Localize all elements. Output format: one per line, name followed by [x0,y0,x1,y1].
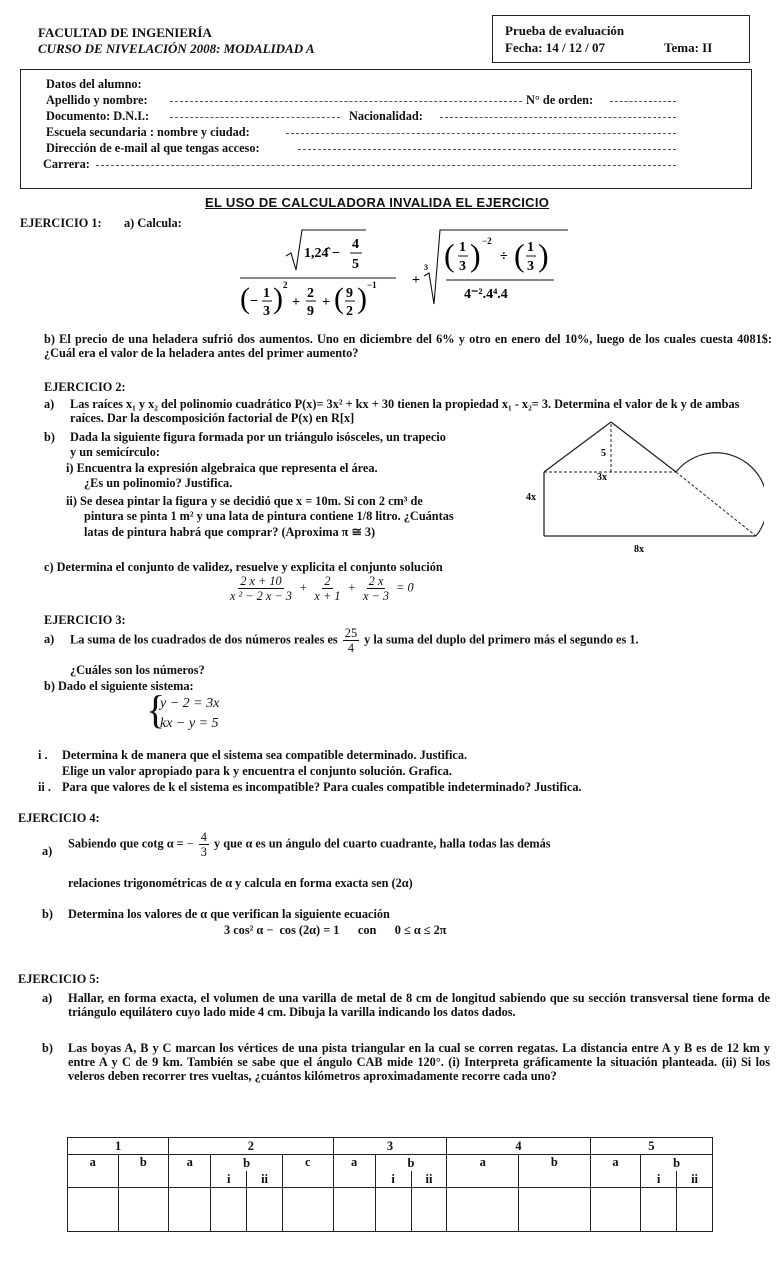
c-den3: x − 3 [362,589,390,603]
c-equals: = 0 [396,580,414,595]
ex3-a-question: ¿Cuáles son los números? [70,663,205,677]
ex1-minus: − [250,294,258,309]
score-cell[interactable] [247,1188,283,1232]
fig-label-4x: 4x [526,492,536,503]
ex4-b-equation: 3 cos² α − cos (2α) = 1 con 0 ≤ α ≤ 2π [224,923,447,937]
ex4-title: EJERCICIO 4: [18,811,100,825]
ex1-b-text: b) El precio de una heladera sufrió dos aumentos. Uno en diciembre del 6% y otro en enero del 10%, luego de los cuales cuesta 4081$: ¿Cuál era el valor de la heladera antes del primer aumento? [44,332,772,360]
ex1-exp-m1: −1 [367,280,377,290]
ex2-b-label: b) [44,430,55,444]
ex3-system: { y − 2 = 3x kx − y = 5 [146,687,220,732]
ex4-a-text1: Sabiendo que cotg α = [68,836,184,851]
grade-4b: b [519,1155,591,1188]
c-num1: 2 x + 10 [240,574,282,588]
score-cell[interactable] [282,1188,333,1232]
course-name: CURSO DE NIVELACIÓN 2008: MODALIDAD A [38,41,315,56]
grade-2b: b [211,1155,283,1172]
fig-label-5: 5 [601,448,606,459]
ex3-i-text1: Determina k de manera que el sistema sea compatible determinado. Justifica. [62,748,468,762]
ex5-a-text: Hallar, en forma exacta, el volumen de una varilla de metal de 8 cm de longitud sabiendo que su sección transversal tiene forma de triángulo equilátero cuyo lado mide 4 cm. Dibuja la varilla indicando los datos dados. [68,991,770,1019]
ex2-b-text2: y un semicírculo: [70,445,160,459]
ex2-c-text: c) Determina el conjunto de validez, resuelve y explicita el conjunto solución [44,560,443,574]
ex1-d-3: 3 [263,304,270,319]
ex1-cuberoot-index: 3 [424,263,428,272]
ex3-ii-text: Para que valores de k el sistema es incompatible? Para cuales compatible indeterminado? Justifica. [62,780,582,794]
score-cell[interactable] [333,1188,375,1232]
ex1-r-3b: 3 [527,259,534,274]
ex4-a-label: a) [42,844,53,858]
grade-5b: b [641,1155,713,1172]
ex3-a-text2: y la suma del duplo del primero más el segundo es 1. [364,632,639,647]
ex3-a-label: a) [44,632,55,646]
nationality-label: Nacionalidad: [349,109,423,123]
ex1-plus-2: + [322,295,330,310]
ex2-b-ii2: pintura se pinta 1 m² y una lata de pintura contiene 1/8 litro. ¿Cuántas [84,509,454,523]
document-label: Documento: D.N.I.: [46,109,150,123]
ex2-b-ii1: ii) Se desea pintar la figura y se decidió que x = 10m. Si con 2 cm³ de [66,494,423,508]
ex1-n-9den: 9 [307,304,314,319]
grade-col-3: 3 [333,1138,447,1155]
svg-text:): ) [538,237,549,273]
ex3-title: EJERCICIO 3: [44,613,126,627]
grade-col-4: 4 [447,1138,590,1155]
grade-col-5: 5 [590,1138,712,1155]
c-num3: 2 x [368,574,384,588]
ex2-a-label: a) [44,397,55,411]
svg-text:(: ( [334,282,344,315]
ex2-b-text1: Dada la siguiente figura formada por un triángulo isósceles, un trapecio [70,430,446,444]
c-den2: x + 1 [314,589,341,603]
system-eq2: kx − y = 5 [160,716,219,731]
ex3-frac-num: 25 [344,626,358,640]
ex1-d-2: 2 [346,304,353,319]
svg-text:(: ( [240,282,250,315]
grade-5b-i: i [641,1171,677,1188]
score-cell[interactable] [447,1188,519,1232]
ex3-a-text1: La suma de los cuadrados de dos números reales es [70,632,338,647]
ex2-figure [524,418,764,568]
score-cell[interactable] [519,1188,591,1232]
email-field[interactable] [298,149,676,150]
name-field[interactable] [170,101,522,102]
career-field[interactable] [96,165,676,166]
svg-text:): ) [273,282,283,315]
score-cell[interactable] [590,1188,641,1232]
ex1-left-fraction [240,230,396,319]
ex1-n-2: 2 [307,286,314,301]
ex3-a-line [70,626,639,655]
school-label: Escuela secundaria : nombre y ciudad: [46,125,250,139]
score-cell[interactable] [211,1188,247,1232]
ex5-title: EJERCICIO 5: [18,972,100,986]
school-field[interactable] [286,133,676,134]
name-label: Apellido y nombre: [46,93,148,107]
score-cell[interactable] [118,1188,169,1232]
grade-2b-i: i [211,1171,247,1188]
system-eq1: y − 2 = 3x [160,696,220,711]
ex1-den-5: 5 [352,257,359,272]
ex3-b-text: b) Dado el siguiente sistema: [44,679,194,693]
ex4-a-text2: y que α es un ángulo del cuarto cuadrante, halla todas las demás [214,836,551,851]
ex4-a-line [68,830,551,859]
nationality-field[interactable] [440,117,676,118]
grade-3a: a [333,1155,375,1188]
ex3-i-text2: Elige un valor apropiado para k y encuentra el conjunto solución. Grafica. [62,764,452,778]
svg-text:(: ( [514,237,525,273]
ex4-frac-num: 4 [200,830,207,844]
ex2-b-i1: i) Encuentra la expresión algebraica que representa el área. [66,461,378,475]
score-cell[interactable] [411,1188,447,1232]
ex2-b-i2: ¿Es un polinomio? Justifica. [84,476,233,490]
ex1-a-label: a) Calcula: [124,216,182,230]
ex5-a-label: a) [42,991,53,1005]
score-cell[interactable] [641,1188,677,1232]
ex1-plus-main: + [412,273,420,288]
ex1-r-1a: 1 [459,240,466,255]
svg-text:): ) [357,282,367,315]
ex1-div: ÷ [500,249,508,264]
grade-2c: c [282,1155,333,1188]
ex4-b-text: Determina los valores de α que verifican la siguiente ecuación [68,907,390,921]
ex1-title: EJERCICIO 1: [20,216,102,230]
ex1-plus-1: + [292,295,300,310]
c-plus2: + [347,580,356,595]
grade-1b: b [118,1155,169,1188]
score-cell[interactable] [375,1188,411,1232]
ex1-d-1: 1 [263,286,270,301]
svg-text:): ) [470,237,481,273]
test-theme: Tema: II [664,40,713,55]
ex1-expression [238,226,578,336]
score-cell[interactable] [169,1188,211,1232]
ex1-r-1b: 1 [527,240,534,255]
grade-5b-ii: ii [677,1171,713,1188]
ex2-c-equation [226,574,414,603]
ex5-b-text: Las boyas A, B y C marcan los vértices de una pista triangular en la cual se corren regatas. La distancia entre A y B es de 12 km y entre A y C de 9 km. También se sabe que el ángulo CAB mide 120°. (i) Interpreta gráficamente la situación planteada. (ii) Si los veleros deben recorrer tres vueltas, ¿cuántos kilómetros aproximadamente recorre cada uno? [68,1041,770,1083]
ex1-n-9: 9 [346,286,353,301]
test-date: Fecha: 14 / 12 / 07 [505,40,606,55]
order-label: N° de orden: [526,93,594,107]
grade-4a: a [447,1155,519,1188]
calculator-warning: EL USO DE CALCULADORA INVALIDA EL EJERCICIO [205,195,550,210]
ex4-minus: − [186,836,194,851]
ex3-frac-den: 4 [347,641,355,655]
svg-text:(: ( [444,237,455,273]
faculty-name: FACULTAD DE INGENIERÍA [38,25,212,40]
ex1-num-4: 4 [352,237,359,252]
grade-2b-ii: ii [247,1171,283,1188]
grade-table [67,1137,713,1232]
grade-1a: a [68,1155,119,1188]
ex5-b-label: b) [42,1041,53,1055]
ex1-cube-denominator: 4⁻².4⁴.4 [464,287,508,302]
grade-2a: a [169,1155,211,1188]
test-title: Prueba de evaluación [505,23,625,38]
document-field[interactable] [170,117,340,118]
ex1-exp-m2: −2 [482,236,492,246]
ex2-title: EJERCICIO 2: [44,380,126,394]
ex1-sqrt-content: 1,24̂ − [304,246,340,261]
grade-col-1: 1 [68,1138,169,1155]
ex1-r-3a: 3 [459,259,466,274]
career-label: Carrera: [43,157,90,171]
grade-5a: a [590,1155,641,1188]
grade-3b-ii: ii [411,1171,447,1188]
fig-label-8x: 8x [634,544,644,555]
score-cell[interactable] [677,1188,713,1232]
grade-col-2: 2 [169,1138,333,1155]
grade-3b-i: i [375,1171,411,1188]
c-den1: x ² − 2 x − 3 [230,589,292,603]
ex4-b-label: b) [42,907,53,921]
email-label: Dirección de e-mail al que tengas acceso: [46,141,260,155]
score-cell[interactable] [68,1188,119,1232]
fig-label-3x: 3x [597,472,607,483]
ex3-i-label: i . [38,748,48,762]
ex1-exp-2: 2 [283,280,288,290]
order-field[interactable] [610,101,676,102]
c-plus1: + [299,580,308,595]
ex2-a-text: Las raíces x₁ y x₂ del polinomio cuadrático P(x)= 3x² + kx + 30 tienen la propiedad x₁ - x₂= 3. Determina el valor de k y de ambas raíces. Dar la descomposición factorial de P(x) en R[x] [70,397,740,425]
student-data-title: Datos del alumno: [46,77,142,91]
ex1-right-cuberoot [424,230,568,304]
ex2-b-ii3: latas de pintura habrá que comprar? (Aproxima π ≅ 3) [84,525,376,539]
ex4-a-text3: relaciones trigonométricas de α y calcula en forma exacta sen (2α) [68,876,413,890]
c-num2: 2 [324,574,331,588]
grade-3b: b [375,1155,447,1172]
ex3-ii-label: ii . [38,780,51,794]
ex4-frac-den: 3 [200,845,207,859]
